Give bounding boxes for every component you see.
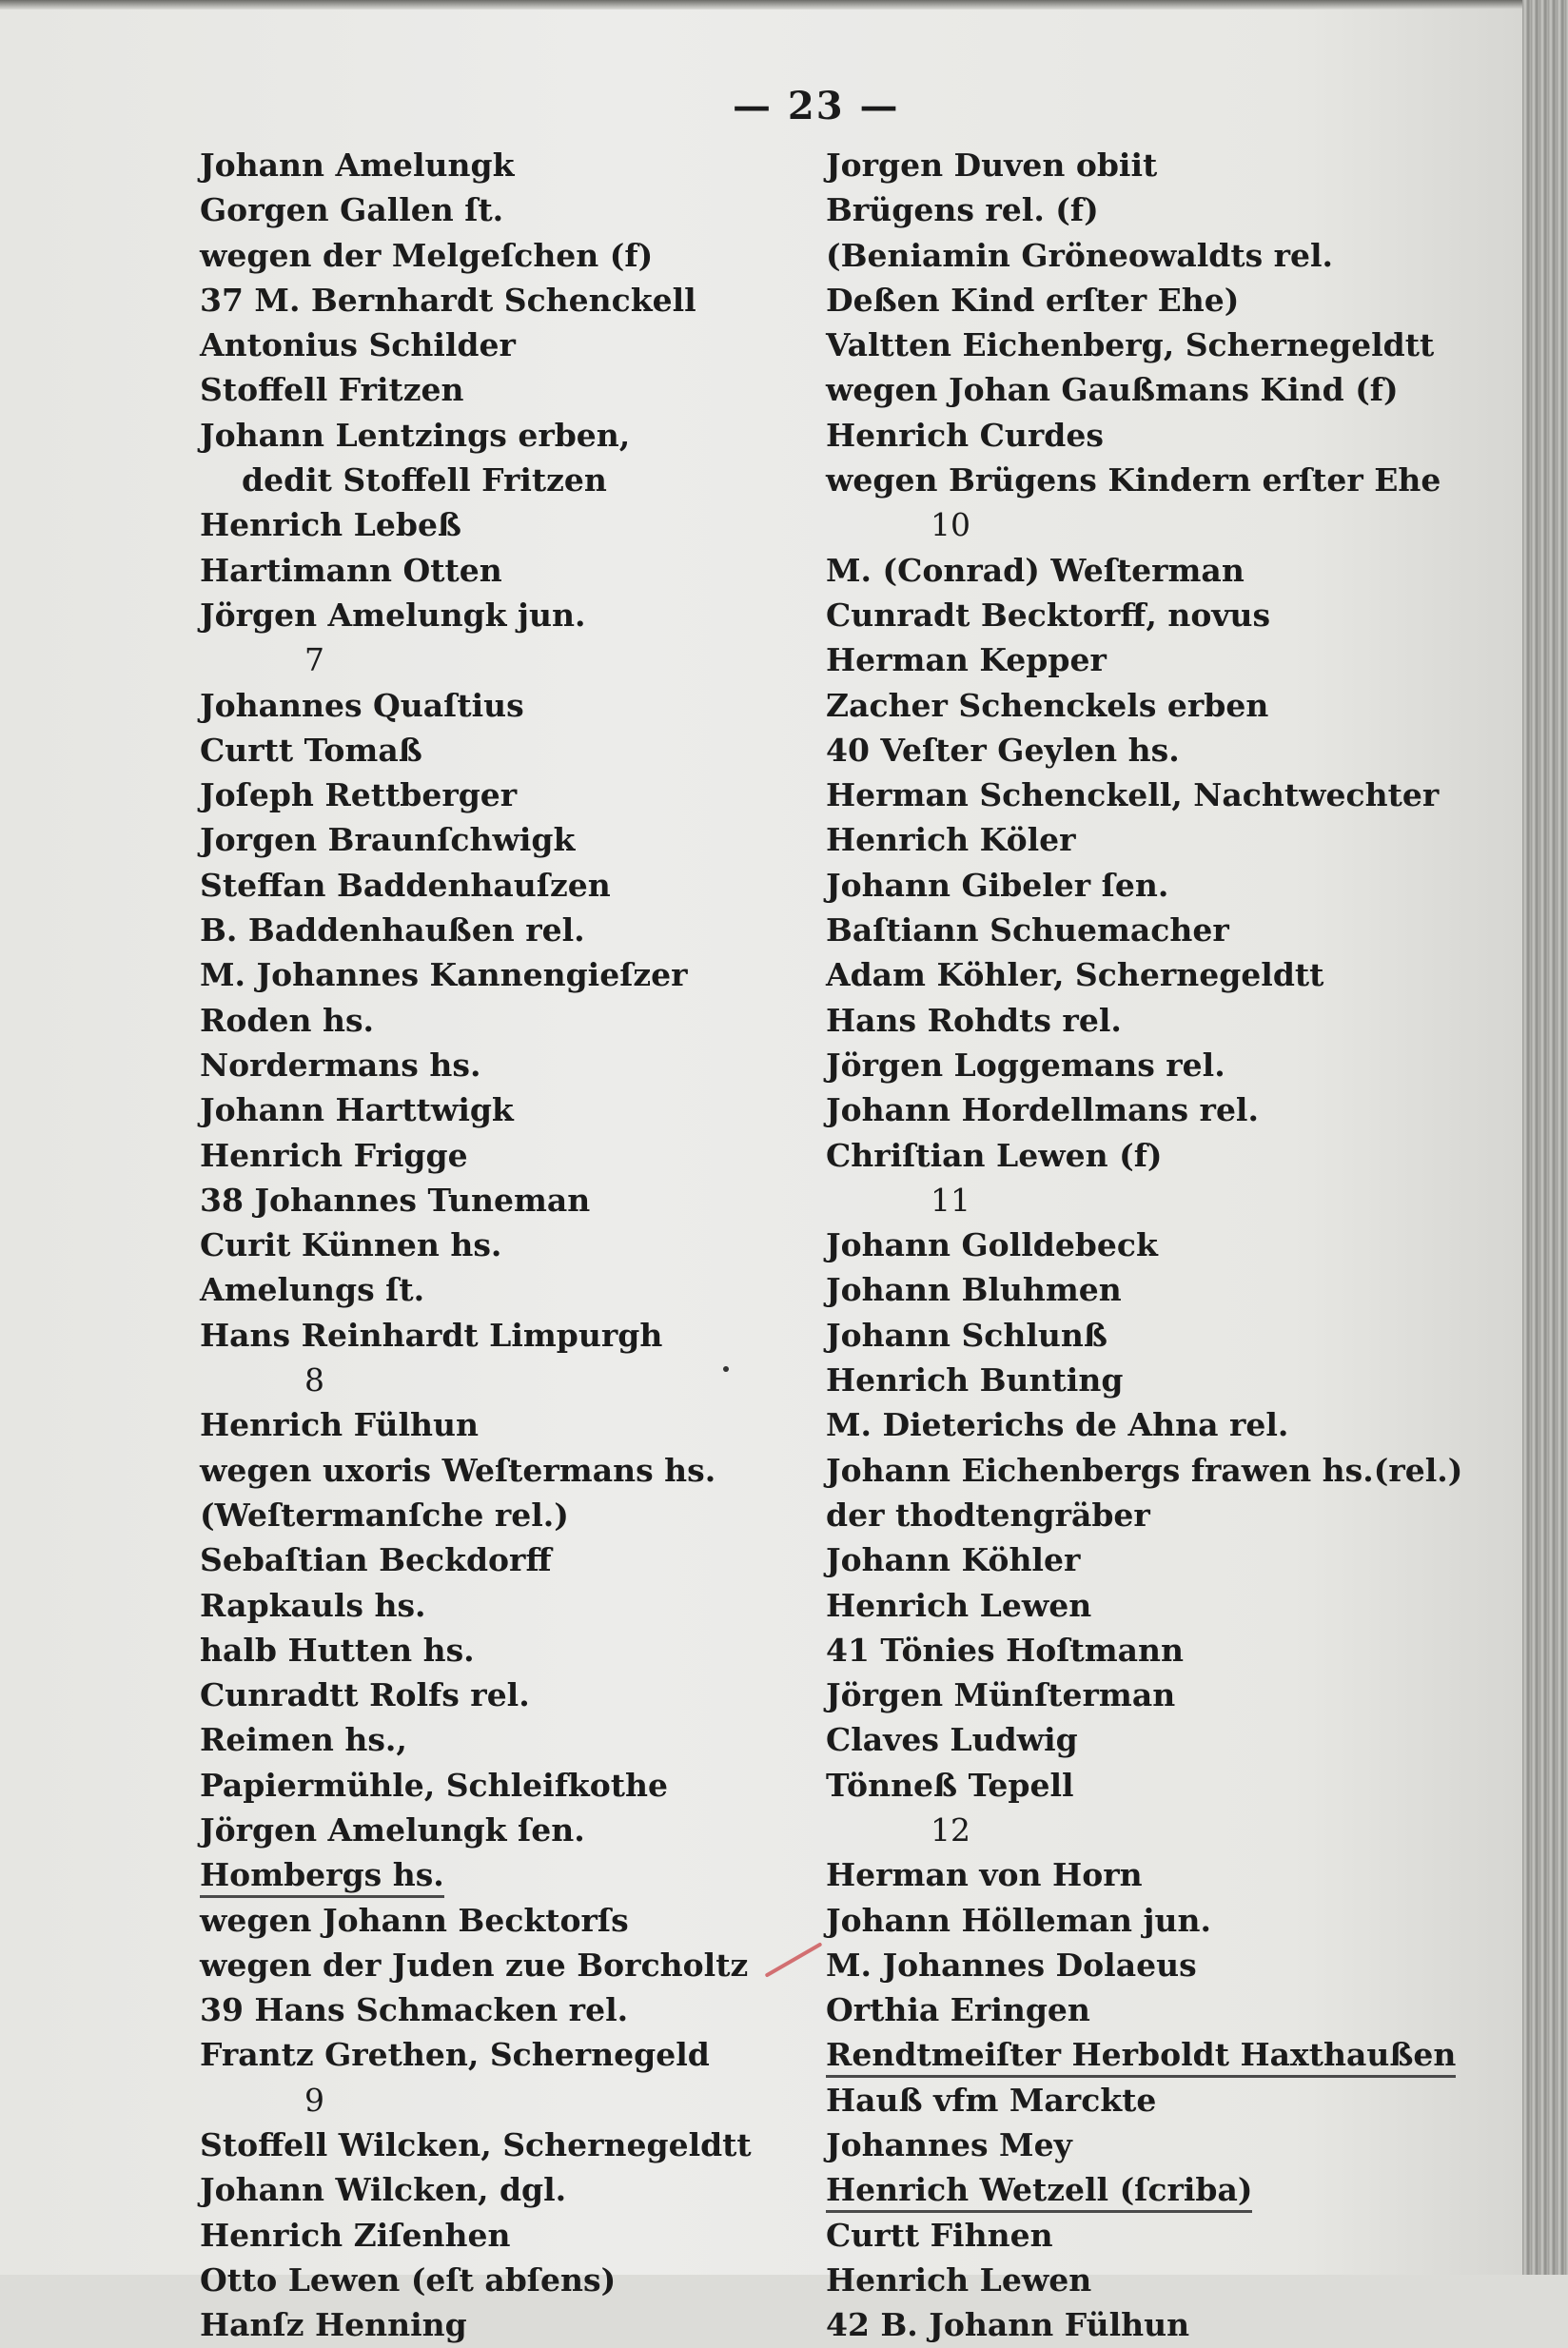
entry-text: 11 (931, 1181, 970, 1219)
entry-text: Rapkauls hs. (200, 1586, 426, 1624)
entry-text: Roden hs. (200, 1001, 375, 1039)
register-entry (200, 817, 809, 862)
entry-text: (Weſtermanſche rel.) (200, 1496, 569, 1534)
register-entry (200, 502, 809, 547)
register-entry (826, 1402, 1492, 1447)
entry-text: Baſtiann Schuemacher (826, 911, 1229, 949)
register-entry (826, 1673, 1492, 1717)
register-entry (826, 233, 1492, 278)
register-entry (200, 1852, 809, 1897)
entry-text: wegen der Melgeſchen (f) (200, 236, 654, 274)
entry-text: Jorgen Duven obiit (826, 147, 1158, 184)
register-entry (826, 2078, 1492, 2123)
entry-text: Henrich Wetzell (ſcriba) (826, 2171, 1252, 2213)
register-entry (826, 1358, 1492, 1402)
register-entry (200, 1223, 809, 1267)
register-entry (826, 1987, 1492, 2032)
register-entry (200, 2167, 809, 2212)
register-entry (826, 863, 1492, 908)
section-number (200, 637, 809, 682)
register-entry (200, 1178, 809, 1223)
register-entry (200, 143, 809, 187)
entry-text: wegen Johann Becktorſs (200, 1901, 629, 1939)
entry-text: Hombergs hs. (200, 1856, 444, 1898)
entry-text: Hartimann Otten (200, 551, 502, 589)
register-entry (200, 728, 809, 773)
register-entry (200, 863, 809, 908)
register-entry (826, 2302, 1492, 2347)
entry-text: Johann Bluhmen (826, 1271, 1122, 1309)
register-entry (826, 1763, 1492, 1808)
register-entry (826, 1313, 1492, 1358)
register-entry (826, 323, 1492, 367)
entry-text: Deßen Kind erſter Ehe) (826, 281, 1240, 319)
register-entry (826, 1898, 1492, 1943)
entry-text: B. Baddenhaußen rel. (200, 911, 585, 949)
section-number (826, 1808, 1492, 1852)
register-entry (826, 1943, 1492, 1987)
entry-text: Jörgen Amelungk jun. (200, 596, 586, 634)
entry-text: Johann Hölleman jun. (826, 1901, 1211, 1939)
entry-text: Curit Künnen hs. (200, 1226, 502, 1264)
entry-text: Stoffell Wilcken, Schernegeldtt (200, 2126, 752, 2164)
register-entry (200, 1583, 809, 1628)
right-column (826, 143, 1492, 2348)
register-entry (826, 2123, 1492, 2167)
entry-text: wegen uxoris Weſtermans hs. (200, 1451, 716, 1489)
register-entry (200, 1763, 809, 1808)
entry-text: Henrich Lebeß (200, 506, 462, 544)
entry-text: Hanſz Henning (200, 2306, 467, 2344)
register-entry (200, 548, 809, 593)
register-entry (826, 413, 1492, 458)
register-entry (200, 1987, 809, 2032)
register-entry (826, 143, 1492, 187)
register-entry (200, 952, 809, 997)
entry-text: Curtt Fihnen (826, 2216, 1053, 2254)
entry-text: halb Hutten hs. (200, 1631, 475, 1669)
register-entry (200, 233, 809, 278)
entry-text: Johann Eichenbergs frawen hs.(rel.) (826, 1451, 1463, 1489)
register-entry (826, 817, 1492, 862)
register-entry (826, 1087, 1492, 1132)
entry-text: Henrich Frigge (200, 1136, 468, 1174)
register-entry (826, 1852, 1492, 1897)
register-entry (200, 1087, 809, 1132)
entry-text: Tönneß Tepell (826, 1766, 1074, 1804)
entry-text: wegen Johan Gaußmans Kind (f) (826, 371, 1399, 409)
page-number: — 23 — (733, 84, 900, 128)
register-entry (826, 908, 1492, 952)
register-entry (826, 683, 1492, 728)
entry-text: Hans Rohdts rel. (826, 1001, 1122, 1039)
entry-text: Claves Ludwig (826, 1721, 1078, 1759)
register-entry (826, 367, 1492, 412)
entry-text: Jörgen Amelungk ſen. (200, 1810, 585, 1849)
entry-text: Henrich Ziſenhen (200, 2216, 511, 2254)
register-entry (200, 2123, 809, 2167)
register-entry (826, 773, 1492, 817)
entry-text: Johannes Quaſtius (200, 686, 524, 724)
entry-text: Hans Reinhardt Limpurgh (200, 1316, 663, 1354)
register-entry (826, 1493, 1492, 1537)
entry-text: Sebaſtian Beckdorff (200, 1541, 552, 1579)
entry-text: Rendtmeiſter Herboldt Haxthaußen (826, 2036, 1456, 2078)
entry-text: Otto Lewen (eſt abſens) (200, 2260, 617, 2299)
entry-text: 7 (304, 641, 324, 679)
section-number (200, 1358, 809, 1402)
register-entry (200, 1673, 809, 1717)
register-entry (826, 2258, 1492, 2302)
register-entry (826, 2213, 1492, 2258)
register-entry (200, 998, 809, 1043)
entry-text: Stoffell Fritzen (200, 371, 464, 409)
entry-text: Henrich Lewen (826, 1586, 1092, 1624)
entry-text: M. Johannes Dolaeus (826, 1946, 1197, 1984)
entry-text: M. Dieterichs de Ahna rel. (826, 1406, 1289, 1444)
ink-dot (723, 1366, 729, 1372)
entry-text: Frantz Grethen, Schernegeld (200, 2036, 710, 2074)
entry-text: Antonius Schilder (200, 326, 516, 364)
entry-text: Jorgen Braunſchwigk (200, 821, 576, 859)
register-entry (200, 2213, 809, 2258)
entry-text: Johannes Mey (826, 2126, 1072, 2164)
entry-text: Johann Hordellmans rel. (826, 1091, 1259, 1129)
entry-text: dedit Stoffell Fritzen (242, 461, 607, 499)
register-entry (200, 773, 809, 817)
register-entry (826, 637, 1492, 682)
entry-text: Cunradtt Rolfs rel. (200, 1676, 530, 1714)
register-entry (200, 1943, 809, 1987)
entry-text: Johann Lentzings erben, (200, 416, 631, 454)
register-entry (826, 2032, 1492, 2077)
entry-text: (Beniamin Gröneowaldts rel. (826, 236, 1334, 274)
register-entry (200, 2032, 809, 2077)
register-entry (826, 1628, 1492, 1673)
entry-text: Brügens rel. (f) (826, 191, 1099, 229)
entry-text: Johann Golldebeck (826, 1226, 1158, 1264)
entry-text: Papiermühle, Schleifkothe (200, 1766, 669, 1804)
entry-text: Henrich Fülhun (200, 1406, 480, 1444)
entry-text: Henrich Curdes (826, 416, 1104, 454)
entry-text: Johann Amelungk (200, 147, 515, 184)
entry-text: 8 (304, 1361, 324, 1399)
book-spine (1522, 0, 1568, 2275)
entry-text: 40 Veſter Geylen hs. (826, 731, 1180, 769)
entry-text: Gorgen Gallen ſt. (200, 191, 504, 229)
entry-text: Herman von Horn (826, 1856, 1143, 1894)
entry-text: 37 M. Bernhardt Schenckell (200, 281, 696, 319)
register-entry (826, 458, 1492, 502)
entry-text: Joſeph Rettberger (200, 776, 518, 814)
entry-text: der thodtengräber (826, 1496, 1150, 1534)
register-entry (200, 1628, 809, 1673)
section-number (200, 2078, 809, 2123)
section-number (826, 1178, 1492, 1223)
entry-text: Herman Schenckell, Nachtwechter (826, 776, 1440, 814)
entry-text: wegen der Juden zue Borcholtz (200, 1946, 749, 1984)
entry-text: Johann Köhler (826, 1541, 1081, 1579)
register-entry (826, 1537, 1492, 1582)
entry-text: Nordermans hs. (200, 1046, 481, 1084)
entry-text: Zacher Schenckels erben (826, 686, 1269, 724)
entry-text: Cunradt Becktorff, novus (826, 596, 1271, 634)
register-entry (826, 1133, 1492, 1178)
register-entry (200, 593, 809, 637)
entry-text: Johann Gibeler ſen. (826, 866, 1169, 904)
register-entry (826, 952, 1492, 997)
entry-text: Jörgen Loggemans rel. (826, 1046, 1225, 1084)
entry-text: 10 (931, 506, 970, 544)
entry-text: 39 Hans Schmacken rel. (200, 1991, 629, 2029)
register-entry (200, 458, 809, 502)
entry-text: Henrich Bunting (826, 1361, 1124, 1399)
register-entry (200, 1267, 809, 1312)
entry-text: Herman Kepper (826, 641, 1107, 679)
entry-text: Reimen hs., (200, 1721, 407, 1759)
entry-text: Hauß vfm Marckte (826, 2081, 1157, 2119)
entry-text: Henrich Lewen (826, 2260, 1092, 2299)
register-entry (826, 548, 1492, 593)
register-entry (200, 1402, 809, 1447)
entry-text: wegen Brügens Kindern erſter Ehe (826, 461, 1441, 499)
entry-text: 9 (304, 2081, 324, 2119)
register-entry (200, 278, 809, 323)
register-entry (826, 998, 1492, 1043)
entry-text: Johann Schlunß (826, 1316, 1107, 1354)
register-entry (826, 728, 1492, 773)
entry-text: Henrich Köler (826, 821, 1076, 859)
section-number (826, 502, 1492, 547)
register-entry (826, 593, 1492, 637)
entry-text: Steffan Baddenhauſzen (200, 866, 611, 904)
register-entry (200, 1898, 809, 1943)
register-entry (200, 2302, 809, 2347)
entry-text: M. (Conrad) Weſterman (826, 551, 1245, 589)
entry-text: Chriſtian Lewen (f) (826, 1136, 1163, 1174)
entry-text: Valtten Eichenberg, Schernegeldtt (826, 326, 1435, 364)
entry-text: Jörgen Münſterman (826, 1676, 1176, 1714)
register-entry (200, 1043, 809, 1087)
entry-text: 41 Tönies Hoſtmann (826, 1631, 1184, 1669)
entry-text: Adam Köhler, Schernegeldtt (826, 956, 1324, 994)
register-entry (826, 1267, 1492, 1312)
register-entry (826, 1223, 1492, 1267)
entry-text: Johann Harttwigk (200, 1091, 514, 1129)
register-entry (826, 1043, 1492, 1087)
entry-text: 42 B. Johann Fülhun (826, 2306, 1190, 2344)
register-entry (200, 1493, 809, 1537)
entry-text: Curtt Tomaß (200, 731, 422, 769)
register-entry (826, 1448, 1492, 1493)
entry-text: 12 (931, 1810, 970, 1849)
entry-text: Johann Wilcken, dgl. (200, 2171, 567, 2209)
register-entry (200, 1133, 809, 1178)
register-entry (200, 187, 809, 232)
register-entry (200, 413, 809, 458)
register-entry (826, 187, 1492, 232)
entry-text: Amelungs ſt. (200, 1271, 425, 1309)
register-entry (200, 1313, 809, 1358)
register-entry (200, 1537, 809, 1582)
register-entry (200, 1448, 809, 1493)
register-entry (200, 323, 809, 367)
register-entry (826, 1717, 1492, 1762)
register-entry (200, 1808, 809, 1852)
entry-text: M. Johannes Kannengieſzer (200, 956, 688, 994)
register-entry (200, 683, 809, 728)
register-entry (826, 278, 1492, 323)
register-entry (200, 367, 809, 412)
entry-text: 38 Johannes Tuneman (200, 1181, 591, 1219)
register-entry (826, 1583, 1492, 1628)
register-entry (200, 2258, 809, 2302)
entry-text: Orthia Eringen (826, 1991, 1090, 2029)
register-entry (200, 1717, 809, 1762)
register-entry (200, 908, 809, 952)
page-top-edge (0, 0, 1522, 10)
register-entry (826, 2167, 1492, 2212)
left-column (200, 143, 809, 2348)
